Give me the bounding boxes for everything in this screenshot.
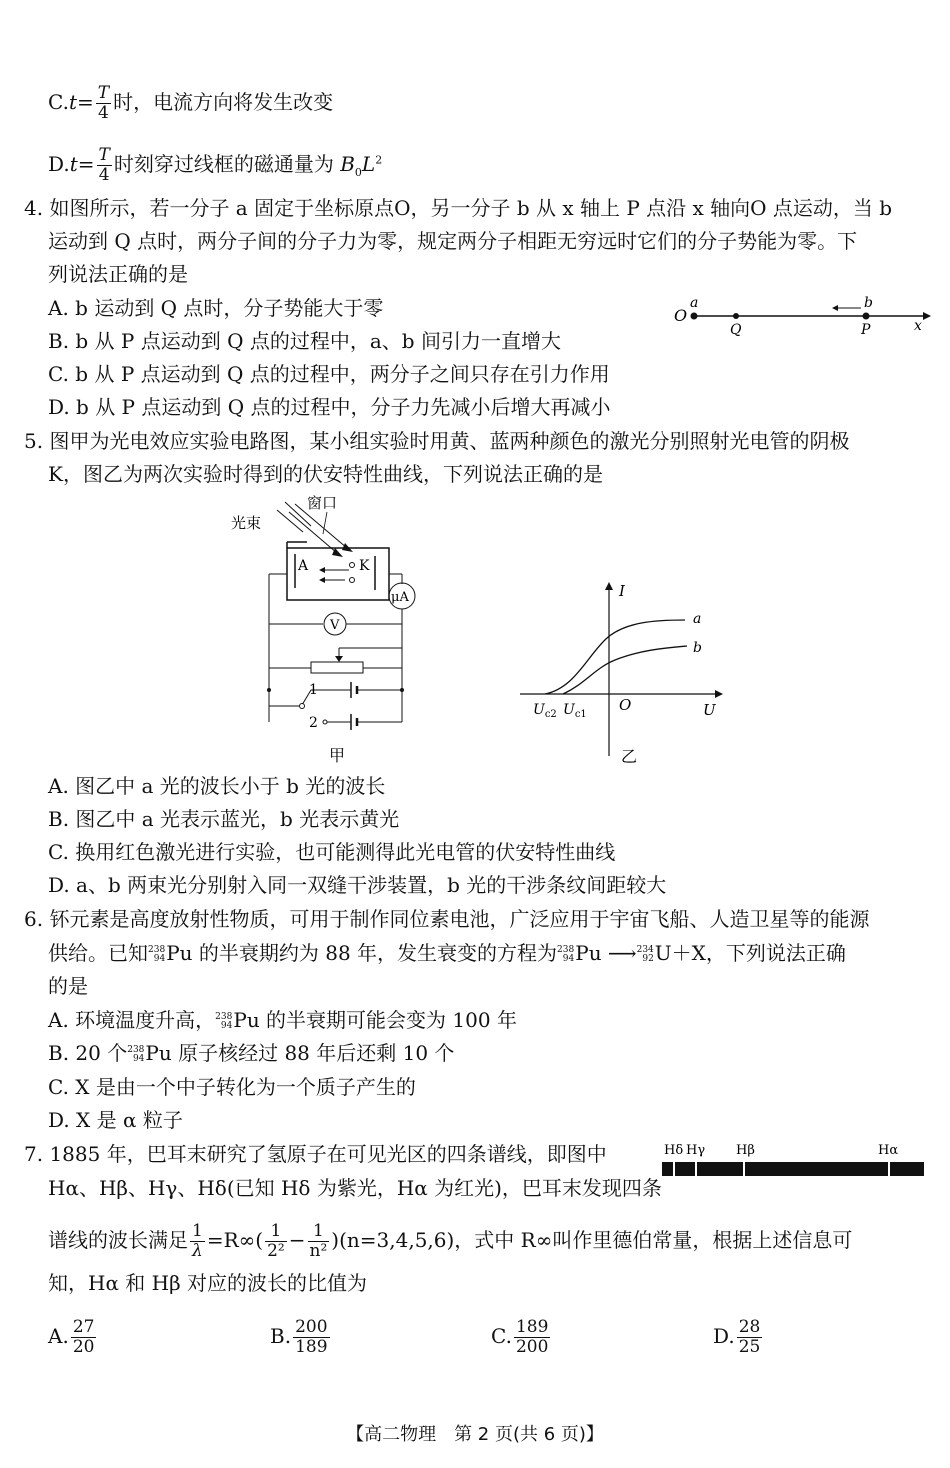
label-curve-a: a	[693, 611, 702, 627]
q7-stem-line4: 知，Hα 和 Hβ 对应的波长的比值为	[48, 1271, 368, 1295]
q5-option-d: D. a、b 两束光分别射入同一双缝干涉装置，b 光的干涉条纹间距较大	[48, 873, 667, 897]
label-x: x	[914, 318, 922, 334]
label-switch-1: 1	[309, 682, 318, 698]
q5-option-c: C. 换用红色激光进行实验，也可能测得此光电管的伏安特性曲线	[48, 840, 616, 864]
q4-option-d: D. b 从 P 点运动到 Q 点的过程中，分子力先减小后增大再减小	[48, 395, 611, 419]
label-cathode: K	[359, 558, 370, 574]
label-beam: 光束	[231, 514, 262, 532]
label-q: Q	[730, 322, 742, 338]
left-arrow-icon	[832, 305, 838, 311]
q6-stem-line3: 的是	[48, 974, 88, 998]
label-switch-2: 2	[309, 715, 318, 731]
page-footer: 【高二物理 第 2 页(共 6 页)】	[346, 1424, 604, 1445]
spectrum-bar	[662, 1162, 924, 1176]
label-microammeter: μA	[391, 590, 409, 605]
label-window: 窗口	[307, 494, 338, 512]
label-anode: A	[298, 558, 309, 574]
iv-curve-yi	[515, 576, 735, 768]
q7-option-d: D. $\frac{28}{25}$	[713, 1317, 761, 1357]
caption-jia: 甲	[329, 746, 346, 765]
point-q	[733, 313, 739, 319]
q6-option-b: B. 20 个 238 94 Pu 原子核经过 88 年后还剩 10 个	[48, 1041, 455, 1065]
label-o: O	[674, 306, 688, 325]
q5-option-b: B. 图乙中 a 光表示蓝光，b 光表示黄光	[48, 807, 400, 831]
q7-option-c: C. $\frac{189}{200}$	[491, 1317, 549, 1357]
q7-option-a: A. $\frac{27}{20}$	[48, 1317, 95, 1357]
q4-option-b: B. b 从 P 点运动到 Q 点的过程中，a、b 间引力一直增大	[48, 329, 561, 353]
circuit-diagram-jia	[225, 490, 425, 768]
label-p: P	[861, 322, 871, 338]
q6-stem-line1: 6. 钚元素是高度放射性物质，可用于制作同位素电池，广泛应用于宇宙飞船、人造卫星等的能源	[24, 907, 870, 931]
label-hb: Hβ	[736, 1143, 755, 1158]
hydrogen-spectrum-figure	[660, 1136, 930, 1182]
q5-stem-line1: 5. 图甲为光电效应实验电路图，某小组实验时用黄、蓝两种颜色的激光分别照射光电管的阴极	[24, 429, 850, 453]
q7-option-b: B. $\frac{200}{189}$	[270, 1317, 328, 1357]
q7-stem-line1: 7. 1885 年，巴耳末研究了氢原子在可见光区的四条谱线，即图中	[24, 1142, 607, 1166]
label-i-axis: I	[619, 582, 625, 600]
svg-text:Uc1: $U_{c1}$	[563, 702, 587, 720]
label-voltmeter: V	[330, 618, 340, 633]
label-a: a	[690, 296, 699, 311]
q7-stem-line3: 谱线的波长满足 $\frac{1}{\lambda}$ =R∞( $\frac{1}{\text{2²}}$ − $\frac{1}{\text{n²}}$ )(n=3,4,5,6)，式中 R∞叫作里德伯常量，根据上述信息可	[48, 1221, 853, 1261]
q4-option-a: A. b 运动到 Q 点时，分子势能大于零	[48, 296, 384, 320]
q4-stem-line1: 4. 如图所示，若一分子 a 固定于坐标原点O，另一分子 b 从 x 轴上 P 点沿 x 轴向O 点运动，当 b	[24, 196, 893, 220]
label-u-axis: U	[703, 701, 716, 719]
origin-point	[691, 313, 698, 320]
q5-option-a: A. 图乙中 a 光的波长小于 b 光的波长	[48, 774, 386, 798]
q4-stem-line3: 列说法正确的是	[48, 262, 188, 286]
q6-stem-line2: 供给。已知 238 94 Pu 的半衰期约为 88 年，发生衰变的方程为 238 94 Pu ⟶ 234 92 U＋X，下列说法正确	[48, 941, 846, 965]
curve-a	[545, 620, 685, 694]
caption-yi: 乙	[621, 747, 638, 766]
q7-stem-line2: Hα、Hβ、Hγ、Hδ(已知 Hδ 为紫光，Hα 为红光)，巴耳末发现四条	[48, 1176, 662, 1200]
label-curve-b: b	[693, 640, 702, 656]
rheostat	[311, 662, 363, 673]
q3-option-d: D.t= $\frac{T}{4}$ 时刻穿过线框的磁通量为 $B_0L^2$	[48, 145, 383, 185]
q5-stem-line2: K，图乙为两次实验时得到的伏安特性曲线，下列说法正确的是	[48, 462, 603, 486]
q4-stem-line2: 运动到 Q 点时，两分子间的分子力为零，规定两分子相距无穷远时它们的分子势能为零。下	[48, 229, 858, 253]
label-ha: Hα	[878, 1143, 899, 1158]
reaction-arrow-icon: ⟶	[601, 941, 637, 965]
q4-option-c: C. b 从 P 点运动到 Q 点的过程中，两分子之间只存在引力作用	[48, 362, 610, 386]
q6-option-c: C. X 是由一个中子转化为一个质子产生的	[48, 1075, 416, 1099]
point-p	[863, 313, 870, 320]
label-hg: Hγ	[686, 1143, 706, 1158]
q3-option-c: C.t= $\frac{T}{4}$ 时，电流方向将发生改变	[48, 83, 334, 123]
svg-text:Uc2: $U_{c2}$	[533, 702, 557, 720]
label-b: b	[864, 296, 873, 311]
label-origin: O	[619, 696, 632, 714]
q6-option-a: A. 环境温度升高， 238 94 Pu 的半衰期可能会变为 100 年	[48, 1008, 517, 1032]
label-hd: Hδ	[664, 1143, 684, 1158]
curve-b	[563, 646, 687, 694]
q4-axis-figure	[668, 296, 938, 338]
q6-option-d: D. X 是 α 粒子	[48, 1108, 183, 1132]
